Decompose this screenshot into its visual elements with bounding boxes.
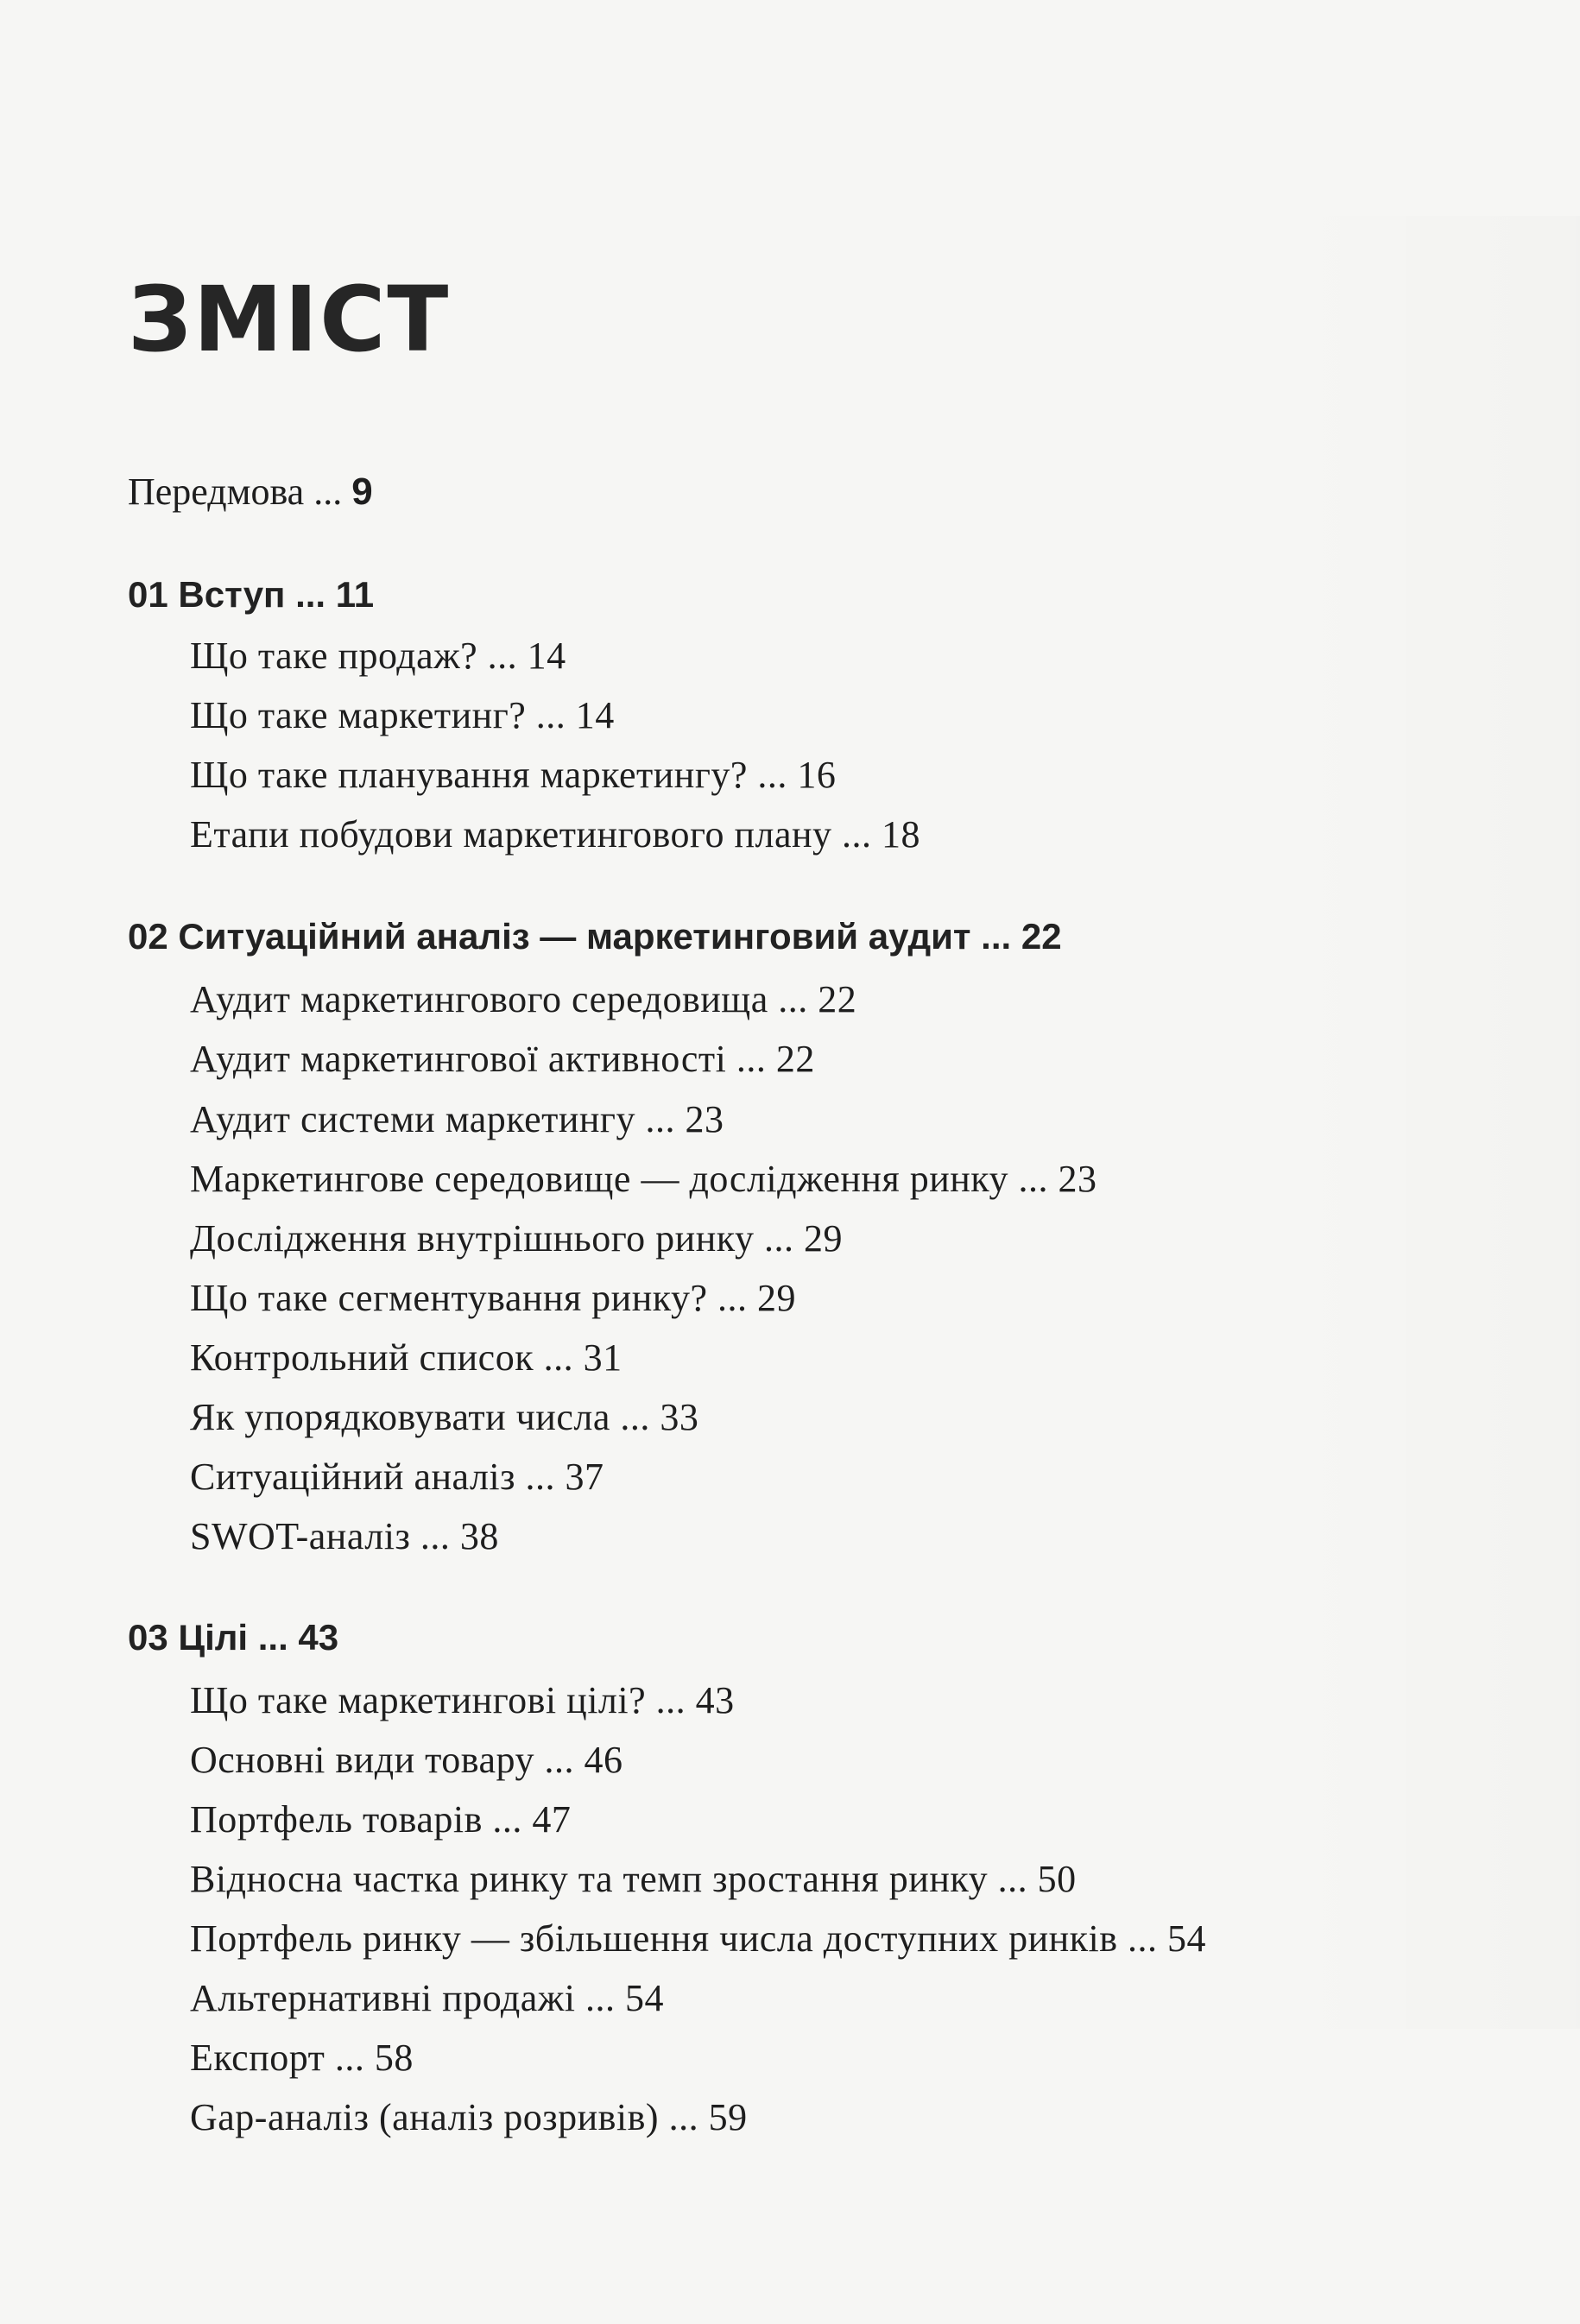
toc-chapter-03[interactable]: 03 Цілі ... 43 [128, 1617, 339, 1658]
preface-label: Передмова [128, 470, 305, 513]
toc-entry[interactable]: Контрольний список ... 31 [190, 1336, 623, 1379]
toc-entry[interactable]: Що таке маркетингові цілі? ... 43 [190, 1679, 735, 1721]
toc-entry[interactable]: Аудит маркетингового середовища ... 22 [190, 978, 857, 1020]
toc-entry[interactable]: Основні види товару ... 46 [190, 1739, 623, 1781]
toc-entry[interactable]: Що таке сегментування ринку? ... 29 [190, 1277, 797, 1319]
page-title: ЗМІСТ [128, 267, 451, 372]
toc-entry[interactable]: Що таке маркетинг? ... 14 [190, 694, 615, 736]
toc-chapter-01[interactable]: 01 Вступ ... 11 [128, 574, 375, 615]
toc-entry[interactable]: Альтернативні продажі ... 54 [190, 1977, 664, 2019]
show-through-shading [1278, 216, 1580, 2029]
preface-separator: ... [304, 470, 352, 513]
toc-entry[interactable]: Етапи побудови маркетингового плану ... 18 [190, 813, 921, 856]
toc-chapter-02[interactable]: 02 Ситуаційний аналіз — маркетинговий аудит ... 22 [128, 916, 1062, 957]
toc-entry[interactable]: Аудит системи маркетингу ... 23 [190, 1098, 724, 1140]
toc-entry[interactable]: Експорт ... 58 [190, 2037, 414, 2079]
toc-entry[interactable]: Як упорядковувати числа ... 33 [190, 1396, 699, 1438]
toc-entry[interactable]: Ситуаційний аналіз ... 37 [190, 1456, 604, 1498]
toc-entry[interactable]: SWOT-аналіз ... 38 [190, 1515, 499, 1557]
toc-entry[interactable]: Портфель ринку — збільшення числа доступних ринків ... 54 [190, 1917, 1207, 1960]
toc-entry[interactable]: Що таке планування маркетингу? ... 16 [190, 754, 837, 796]
toc-entry[interactable]: Маркетингове середовище — дослідження ринку ... 23 [190, 1158, 1097, 1200]
toc-entry[interactable]: Дослідження внутрішнього ринку ... 29 [190, 1217, 843, 1260]
toc-entry-preface[interactable] [128, 470, 373, 513]
toc-entry[interactable]: Що таке продаж? ... 14 [190, 635, 566, 677]
toc-entry[interactable]: Аудит маркетингової активності ... 22 [190, 1038, 815, 1080]
preface-page: 9 [351, 470, 373, 513]
toc-entry[interactable]: Портфель товарів ... 47 [190, 1798, 572, 1841]
toc-entry[interactable]: Відносна частка ринку та темп зростання ринку ... 50 [190, 1858, 1077, 1900]
toc-entry[interactable]: Gap-аналіз (аналіз розривів) ... 59 [190, 2096, 748, 2138]
